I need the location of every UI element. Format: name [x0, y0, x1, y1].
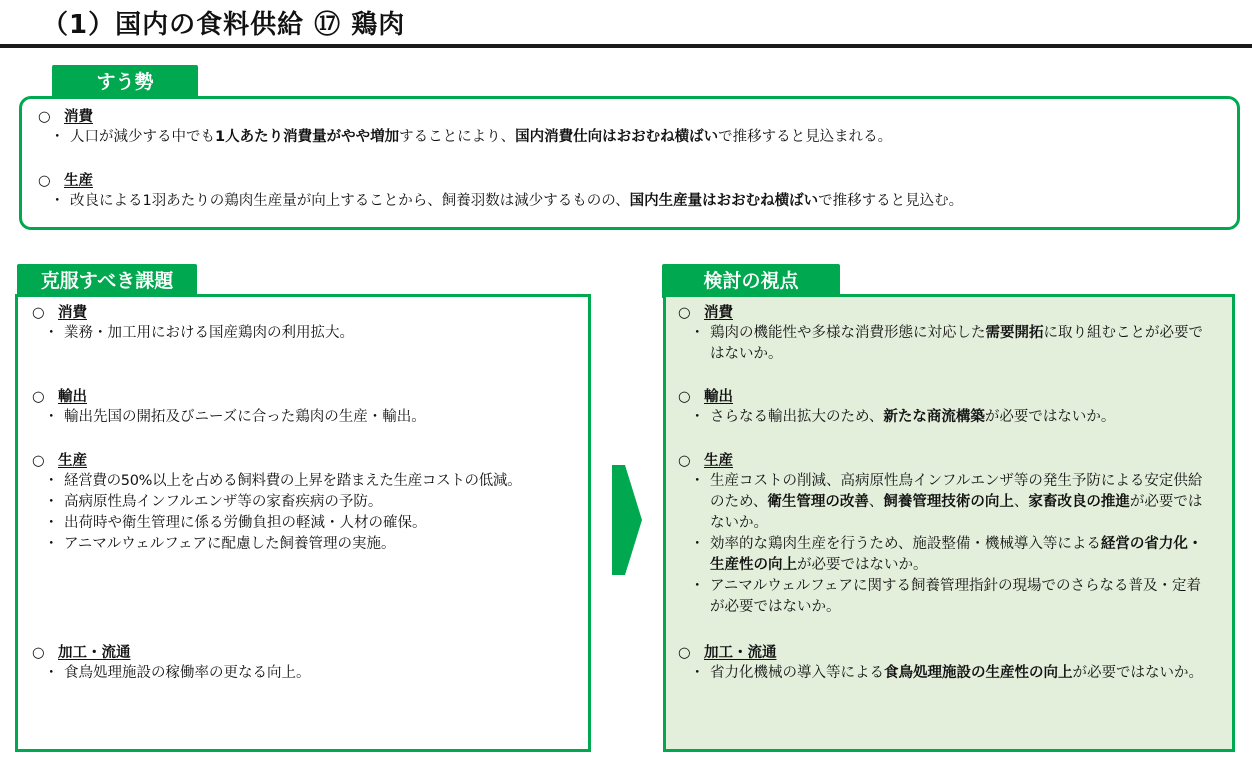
- bullet-icon: ・: [44, 325, 59, 341]
- issues-export: [32, 387, 584, 428]
- page-title: （1）国内の食料供給 ⑰ 鶏肉: [42, 10, 406, 40]
- bullet-icon: ・: [44, 536, 59, 552]
- bullet-icon: ・: [690, 665, 705, 681]
- right-arrow-icon: [612, 465, 642, 575]
- heading-label: 消費: [704, 305, 733, 321]
- trend-box: [19, 96, 1240, 230]
- circle-icon: ○: [678, 389, 691, 405]
- viewpoints-consumption: [678, 303, 1208, 365]
- bullet-icon: ・: [44, 665, 59, 681]
- heading-label: 輸出: [704, 389, 733, 405]
- list-item: ・ 人口が減少する中でも1人あたり消費量がやや増加することにより、国内消費仕向はおおむね横ばいで推移すると見込まれる。: [38, 127, 1252, 148]
- list-item: ・ 輸出先国の開拓及びニーズに合った鶏肉の生産・輸出。: [32, 407, 584, 428]
- list-item: ・ 出荷時や衛生管理に係る労働負担の軽減・人材の確保。: [32, 513, 588, 534]
- issues-consumption: [32, 303, 584, 344]
- bullet-icon: ・: [690, 473, 705, 489]
- heading-label: 輸出: [58, 389, 87, 405]
- bullet-icon: ・: [50, 129, 65, 145]
- section-heading: [32, 643, 584, 663]
- viewpoints-tab: 検討の視点: [662, 264, 840, 298]
- viewpoints-production: [678, 451, 1208, 618]
- list-item: ・ さらなる輸出拡大のため、新たな商流構築が必要ではないか。: [678, 407, 1208, 428]
- circle-icon: ○: [32, 453, 45, 469]
- circle-icon: ○: [38, 109, 51, 125]
- list-item: ・ 食鳥処理施設の稼働率の更なる向上。: [32, 663, 584, 684]
- heading-label: 加工・流通: [58, 645, 131, 661]
- circle-icon: ○: [32, 389, 45, 405]
- bullet-icon: ・: [44, 515, 59, 531]
- list-item: ・ 改良による1羽あたりの鶏肉生産量が向上することから、飼養羽数は減少するものの、国内生産量はおおむね横ばいで推移すると見込む。: [38, 191, 1252, 212]
- section-heading: [678, 387, 1208, 407]
- title-rule: [0, 44, 1252, 48]
- circle-icon: ○: [32, 645, 45, 661]
- trend-production: [38, 171, 1252, 212]
- section-heading: [678, 303, 1208, 323]
- heading-label: 生産: [704, 453, 733, 469]
- list-item: ・ 鶏肉の機能性や多様な消費形態に対応した需要開拓に取り組むことが必要ではないか。: [690, 325, 1203, 362]
- heading-label: 消費: [64, 109, 93, 125]
- circle-icon: ○: [678, 453, 691, 469]
- viewpoints-export: [678, 387, 1208, 428]
- list-item: ・ 生産コストの削減、高病原性鳥インフルエンザ等の発生予防による安定供給のため、衛生管理の改善、飼養管理技術の向上、家畜改良の推進が必要ではないか。: [690, 473, 1203, 531]
- bullet-icon: ・: [690, 578, 705, 594]
- heading-label: 加工・流通: [704, 645, 777, 661]
- circle-icon: ○: [38, 173, 51, 189]
- issues-processing: [32, 643, 584, 684]
- trend-consumption: [38, 107, 1252, 148]
- list-item: ・ アニマルウェルフェアに関する飼養管理指針の現場でのさらなる普及・定着が必要ではないか。: [690, 578, 1201, 615]
- section-heading: [32, 303, 584, 323]
- circle-icon: ○: [678, 645, 691, 661]
- section-heading: [32, 451, 588, 471]
- bullet-icon: ・: [44, 409, 59, 425]
- bullet-icon: ・: [50, 193, 65, 209]
- heading-label: 生産: [64, 173, 93, 189]
- bullet-icon: ・: [44, 494, 59, 510]
- issues-production: [32, 451, 588, 555]
- section-heading: [678, 451, 1208, 471]
- list-item: ・ 省力化機械の導入等による食鳥処理施設の生産性の向上が必要ではないか。: [678, 663, 1208, 684]
- bullet-icon: ・: [690, 325, 705, 341]
- circle-icon: ○: [32, 305, 45, 321]
- bullet-icon: ・: [44, 473, 59, 489]
- section-heading: [32, 387, 584, 407]
- section-heading: [678, 643, 1208, 663]
- list-item: ・ 高病原性鳥インフルエンザ等の家畜疾病の予防。: [32, 492, 588, 513]
- viewpoints-processing: [678, 643, 1208, 684]
- list-item: ・ アニマルウェルフェアに配慮した飼養管理の実施。: [32, 534, 588, 555]
- bullet-icon: ・: [690, 409, 705, 425]
- list-item: ・ 経営費の50%以上を占める飼料費の上昇を踏まえた生産コストの低減。: [32, 471, 588, 492]
- list-item: ・ 効率的な鶏肉生産を行うため、施設整備・機械導入等による経営の省力化・生産性の向上が必要ではないか。: [690, 536, 1203, 573]
- bullet-icon: ・: [690, 536, 705, 552]
- heading-label: 消費: [58, 305, 87, 321]
- issues-tab: 克服すべき課題: [17, 264, 197, 298]
- trend-tab: すう勢: [52, 65, 198, 99]
- circle-icon: ○: [678, 305, 691, 321]
- list-item: ・ 業務・加工用における国産鶏肉の利用拡大。: [32, 323, 584, 344]
- section-heading: [38, 107, 1252, 127]
- section-heading: [38, 171, 1252, 191]
- heading-label: 生産: [58, 453, 87, 469]
- issues-box: [15, 294, 591, 752]
- viewpoints-box: [663, 294, 1235, 752]
